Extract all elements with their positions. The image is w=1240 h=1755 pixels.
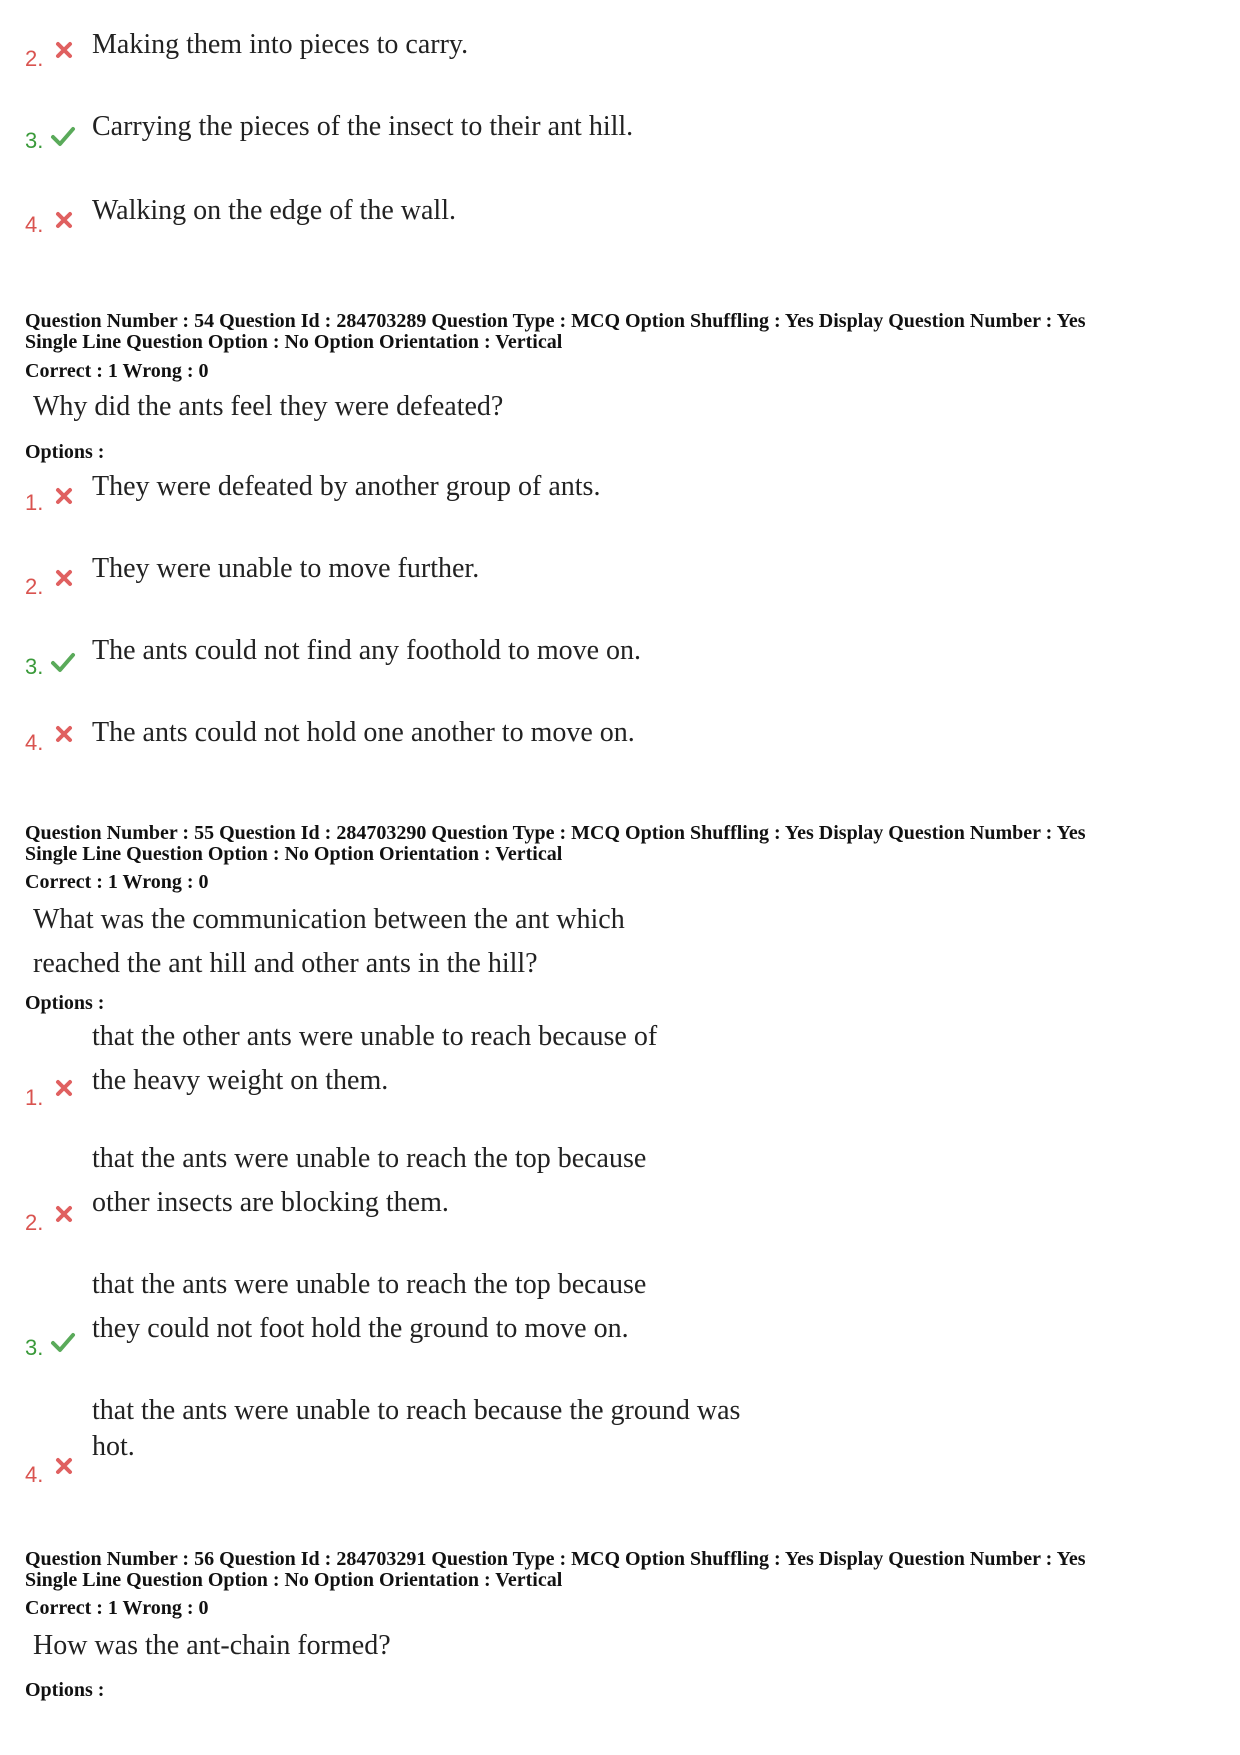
question-stem-line2: reached the ant hill and other ants in the hill?: [33, 948, 538, 979]
option-text-line1: that the ants were unable to reach the top because: [92, 1269, 647, 1300]
wrong-mark-icon: [52, 1076, 76, 1100]
option-text-line1: that the other ants were unable to reach because of: [92, 1021, 658, 1052]
wrong-mark-icon: [52, 1202, 76, 1226]
check-mark-icon: [50, 1330, 74, 1354]
check-mark-icon: [50, 650, 74, 674]
question-score: Correct : 1 Wrong : 0: [25, 360, 209, 382]
option-number: 4.: [25, 212, 44, 237]
question-score: Correct : 1 Wrong : 0: [25, 871, 209, 893]
question-meta-line2: Single Line Question Option : No Option Orientation : Vertical: [25, 843, 563, 865]
wrong-mark-icon: [52, 566, 76, 590]
option-text: Making them into pieces to carry.: [92, 29, 469, 60]
option-number: 2.: [25, 46, 44, 71]
option-text-line1: that the ants were unable to reach because the ground was: [92, 1395, 741, 1426]
question-meta-line1: Question Number : 55 Question Id : 284703290 Question Type : MCQ Option Shuffling : Yes Display Question Number : Yes: [25, 822, 1086, 844]
wrong-mark-icon: [52, 38, 76, 62]
options-label: Options :: [25, 992, 105, 1014]
question-meta-line2: Single Line Question Option : No Option Orientation : Vertical: [25, 1569, 563, 1591]
option-number: 1.: [25, 490, 44, 515]
wrong-mark-icon: [52, 484, 76, 508]
option-number: 3.: [25, 654, 44, 679]
option-text: They were defeated by another group of ants.: [92, 471, 601, 502]
option-text-line2: other insects are blocking them.: [92, 1187, 449, 1218]
option-number: 3.: [25, 128, 44, 153]
option-text-line1: that the ants were unable to reach the top because: [92, 1143, 647, 1174]
check-mark-icon: [50, 124, 74, 148]
option-number: 2.: [25, 1210, 44, 1235]
question-stem: Why did the ants feel they were defeated?: [33, 391, 504, 422]
question-stem-line1: What was the communication between the ant which: [33, 904, 625, 935]
option-text: The ants could not find any foothold to move on.: [92, 635, 642, 666]
option-text: They were unable to move further.: [92, 553, 480, 584]
option-text: Walking on the edge of the wall.: [92, 195, 456, 226]
option-number: 2.: [25, 574, 44, 599]
wrong-mark-icon: [52, 722, 76, 746]
question-score: Correct : 1 Wrong : 0: [25, 1597, 209, 1619]
question-stem: How was the ant-chain formed?: [33, 1630, 391, 1661]
option-text-line2: the heavy weight on them.: [92, 1065, 389, 1096]
wrong-mark-icon: [52, 208, 76, 232]
options-label: Options :: [25, 441, 105, 463]
question-meta-line1: Question Number : 56 Question Id : 284703291 Question Type : MCQ Option Shuffling : Yes Display Question Number : Yes: [25, 1548, 1086, 1570]
wrong-mark-icon: [52, 1454, 76, 1478]
option-number: 1.: [25, 1085, 44, 1110]
option-number: 3.: [25, 1335, 44, 1360]
options-label: Options :: [25, 1679, 105, 1701]
question-meta-line2: Single Line Question Option : No Option Orientation : Vertical: [25, 331, 563, 353]
option-text-line2: they could not foot hold the ground to move on.: [92, 1313, 629, 1344]
option-text-line2: hot.: [92, 1431, 135, 1462]
option-number: 4.: [25, 730, 44, 755]
question-meta-line1: Question Number : 54 Question Id : 284703289 Question Type : MCQ Option Shuffling : Yes Display Question Number : Yes: [25, 310, 1086, 332]
option-text: The ants could not hold one another to move on.: [92, 717, 635, 748]
option-text: Carrying the pieces of the insect to their ant hill.: [92, 111, 634, 142]
option-number: 4.: [25, 1462, 44, 1487]
